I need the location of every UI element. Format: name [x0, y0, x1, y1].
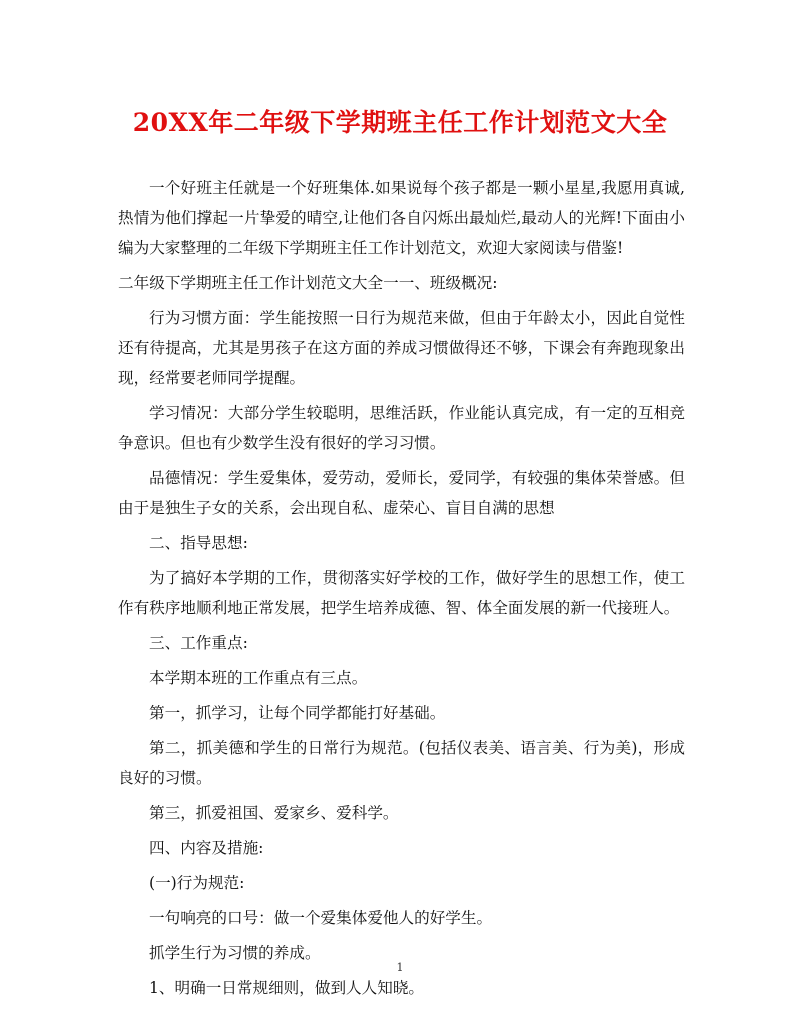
focus-point-3: 第三，抓爱祖国、爱家乡、爱科学。	[149, 804, 399, 822]
paragraph-focus: 本学期本班的工作重点有三点。	[149, 669, 368, 687]
paragraph-slogan: 一句响亮的口号：做一个爱集体爱他人的好学生。	[149, 909, 493, 927]
paragraph-morals: 品德情况：学生爱集体，爱劳动，爱师长，爱同学，有较强的集体荣誉感。但由于是独生子女的关系，会出现自私、虚荣心、盲目自满的思想	[118, 469, 685, 517]
list-item-1: 1、明确一日常规细则，做到人人知晓。	[149, 979, 425, 997]
focus-point-2: 第二，抓美德和学生的日常行为规范。(包括仪表美、语言美、行为美)，形成良好的习惯。	[118, 739, 685, 787]
page-number: 1	[396, 961, 404, 974]
focus-point-1: 第一，抓学习，让每个同学都能打好基础。	[149, 704, 446, 722]
document-body	[118, 173, 685, 1008]
section-heading-line	[118, 268, 685, 298]
heading-class-overview: 一、班级概况:	[398, 274, 498, 292]
heading-measures: 四、内容及措施:	[149, 839, 264, 857]
heading-focus: 三、工作重点:	[149, 634, 248, 652]
paragraph-habits: 行为习惯方面：学生能按照一日行为规范来做，但由于年龄太小，因此自觉性还有待提高，尤其是男孩子在这方面的养成习惯做得还不够，下课会有奔跑现象出现，经常要老师同学提醒。	[118, 309, 685, 387]
paragraph-habit-formation: 抓学生行为习惯的养成。	[149, 944, 321, 962]
heading-guiding: 二、指导思想:	[149, 534, 248, 552]
paragraph-study: 学习情况：大部分学生较聪明，思维活跃，作业能认真完成，有一定的互相竞争意识。但也有少数学生没有很好的学习习惯。	[118, 404, 685, 452]
subheading-title: 二年级下学期班主任工作计划范文大全一	[118, 274, 399, 292]
intro-paragraph: 一个好班主任就是一个好班集体.如果说每个孩子都是一颗小星星,我愿用真诚,热情为他们撑起一片挚爱的晴空,让他们各自闪烁出最灿烂,最动人的光辉!下面由小编为大家整理的二年级下学期班主任工作计划范文，欢迎大家阅读与借鉴!	[118, 179, 685, 257]
document-title: 20XX年二年级下学期班主任工作计划范文大全	[132, 108, 668, 137]
subheading-conduct: (一)行为规范:	[149, 874, 245, 892]
paragraph-guiding: 为了搞好本学期的工作，贯彻落实好学校的工作，做好学生的思想工作，使工作有秩序地顺利地正常发展，把学生培养成德、智、体全面发展的新一代接班人。	[118, 569, 685, 617]
